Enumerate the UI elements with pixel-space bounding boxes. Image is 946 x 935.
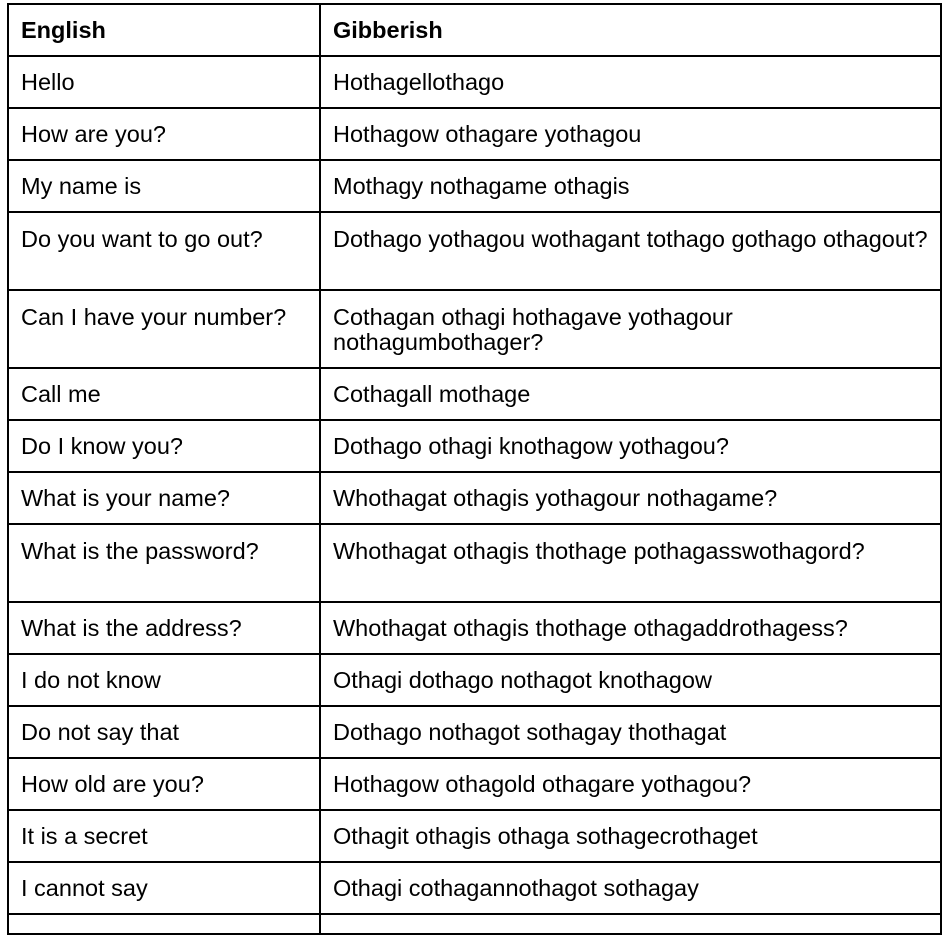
english-cell: How old are you? [8,758,320,810]
gibberish-cell: Othagi dothago nothagot knothagow [320,654,941,706]
table-row [8,706,941,758]
table-row [8,758,941,810]
gibberish-cell: Mothagy nothagame othagis [320,160,941,212]
column-header-gibberish: Gibberish [320,4,941,56]
gibberish-cell: Cothagall mothage [320,368,941,420]
table-row [8,810,941,862]
gibberish-cell: Dothago yothagou wothagant tothago gothago othagout? [320,212,941,290]
table-row [8,524,941,602]
gibberish-cell: Hothagow othagold othagare yothagou? [320,758,941,810]
english-cell: Can I have your number? [8,290,320,368]
english-cell: Do I know you? [8,420,320,472]
english-cell: I do not know [8,654,320,706]
table-row [8,108,941,160]
table-row [8,56,941,108]
gibberish-cell: Whothagat othagis yothagour nothagame? [320,472,941,524]
english-cell: Do not say that [8,706,320,758]
english-cell: Hello [8,56,320,108]
table-row [8,160,941,212]
english-cell: How are you? [8,108,320,160]
table-row [8,212,941,290]
table-row [8,368,941,420]
gibberish-cell: Hothagow othagare yothagou [320,108,941,160]
table-row [8,654,941,706]
table-row [8,862,941,914]
english-cell: My name is [8,160,320,212]
gibberish-cell: Hothagellothago [320,56,941,108]
table-row [8,420,941,472]
english-cell-empty [8,914,320,934]
table-header-row [8,4,941,56]
phrase-table-container [7,3,940,935]
gibberish-cell: Othagit othagis othaga sothagecrothaget [320,810,941,862]
gibberish-cell: Whothagat othagis thothage pothagasswothagord? [320,524,941,602]
english-cell: Do you want to go out? [8,212,320,290]
gibberish-cell: Dothago nothagot sothagay thothagat [320,706,941,758]
gibberish-cell: Whothagat othagis thothage othagaddrothagess? [320,602,941,654]
english-cell: I cannot say [8,862,320,914]
table-row-partial [8,914,941,934]
english-cell: It is a secret [8,810,320,862]
english-cell: What is the password? [8,524,320,602]
gibberish-cell: Othagi cothagannothagot sothagay [320,862,941,914]
column-header-english: English [8,4,320,56]
table-row [8,290,941,368]
english-cell: Call me [8,368,320,420]
english-cell: What is the address? [8,602,320,654]
gibberish-cell-empty [320,914,941,934]
table-row [8,472,941,524]
table-row [8,602,941,654]
gibberish-cell: Cothagan othagi hothagave yothagour nothagumbothager? [320,290,941,368]
english-cell: What is your name? [8,472,320,524]
gibberish-cell: Dothago othagi knothagow yothagou? [320,420,941,472]
phrase-table [7,3,942,935]
